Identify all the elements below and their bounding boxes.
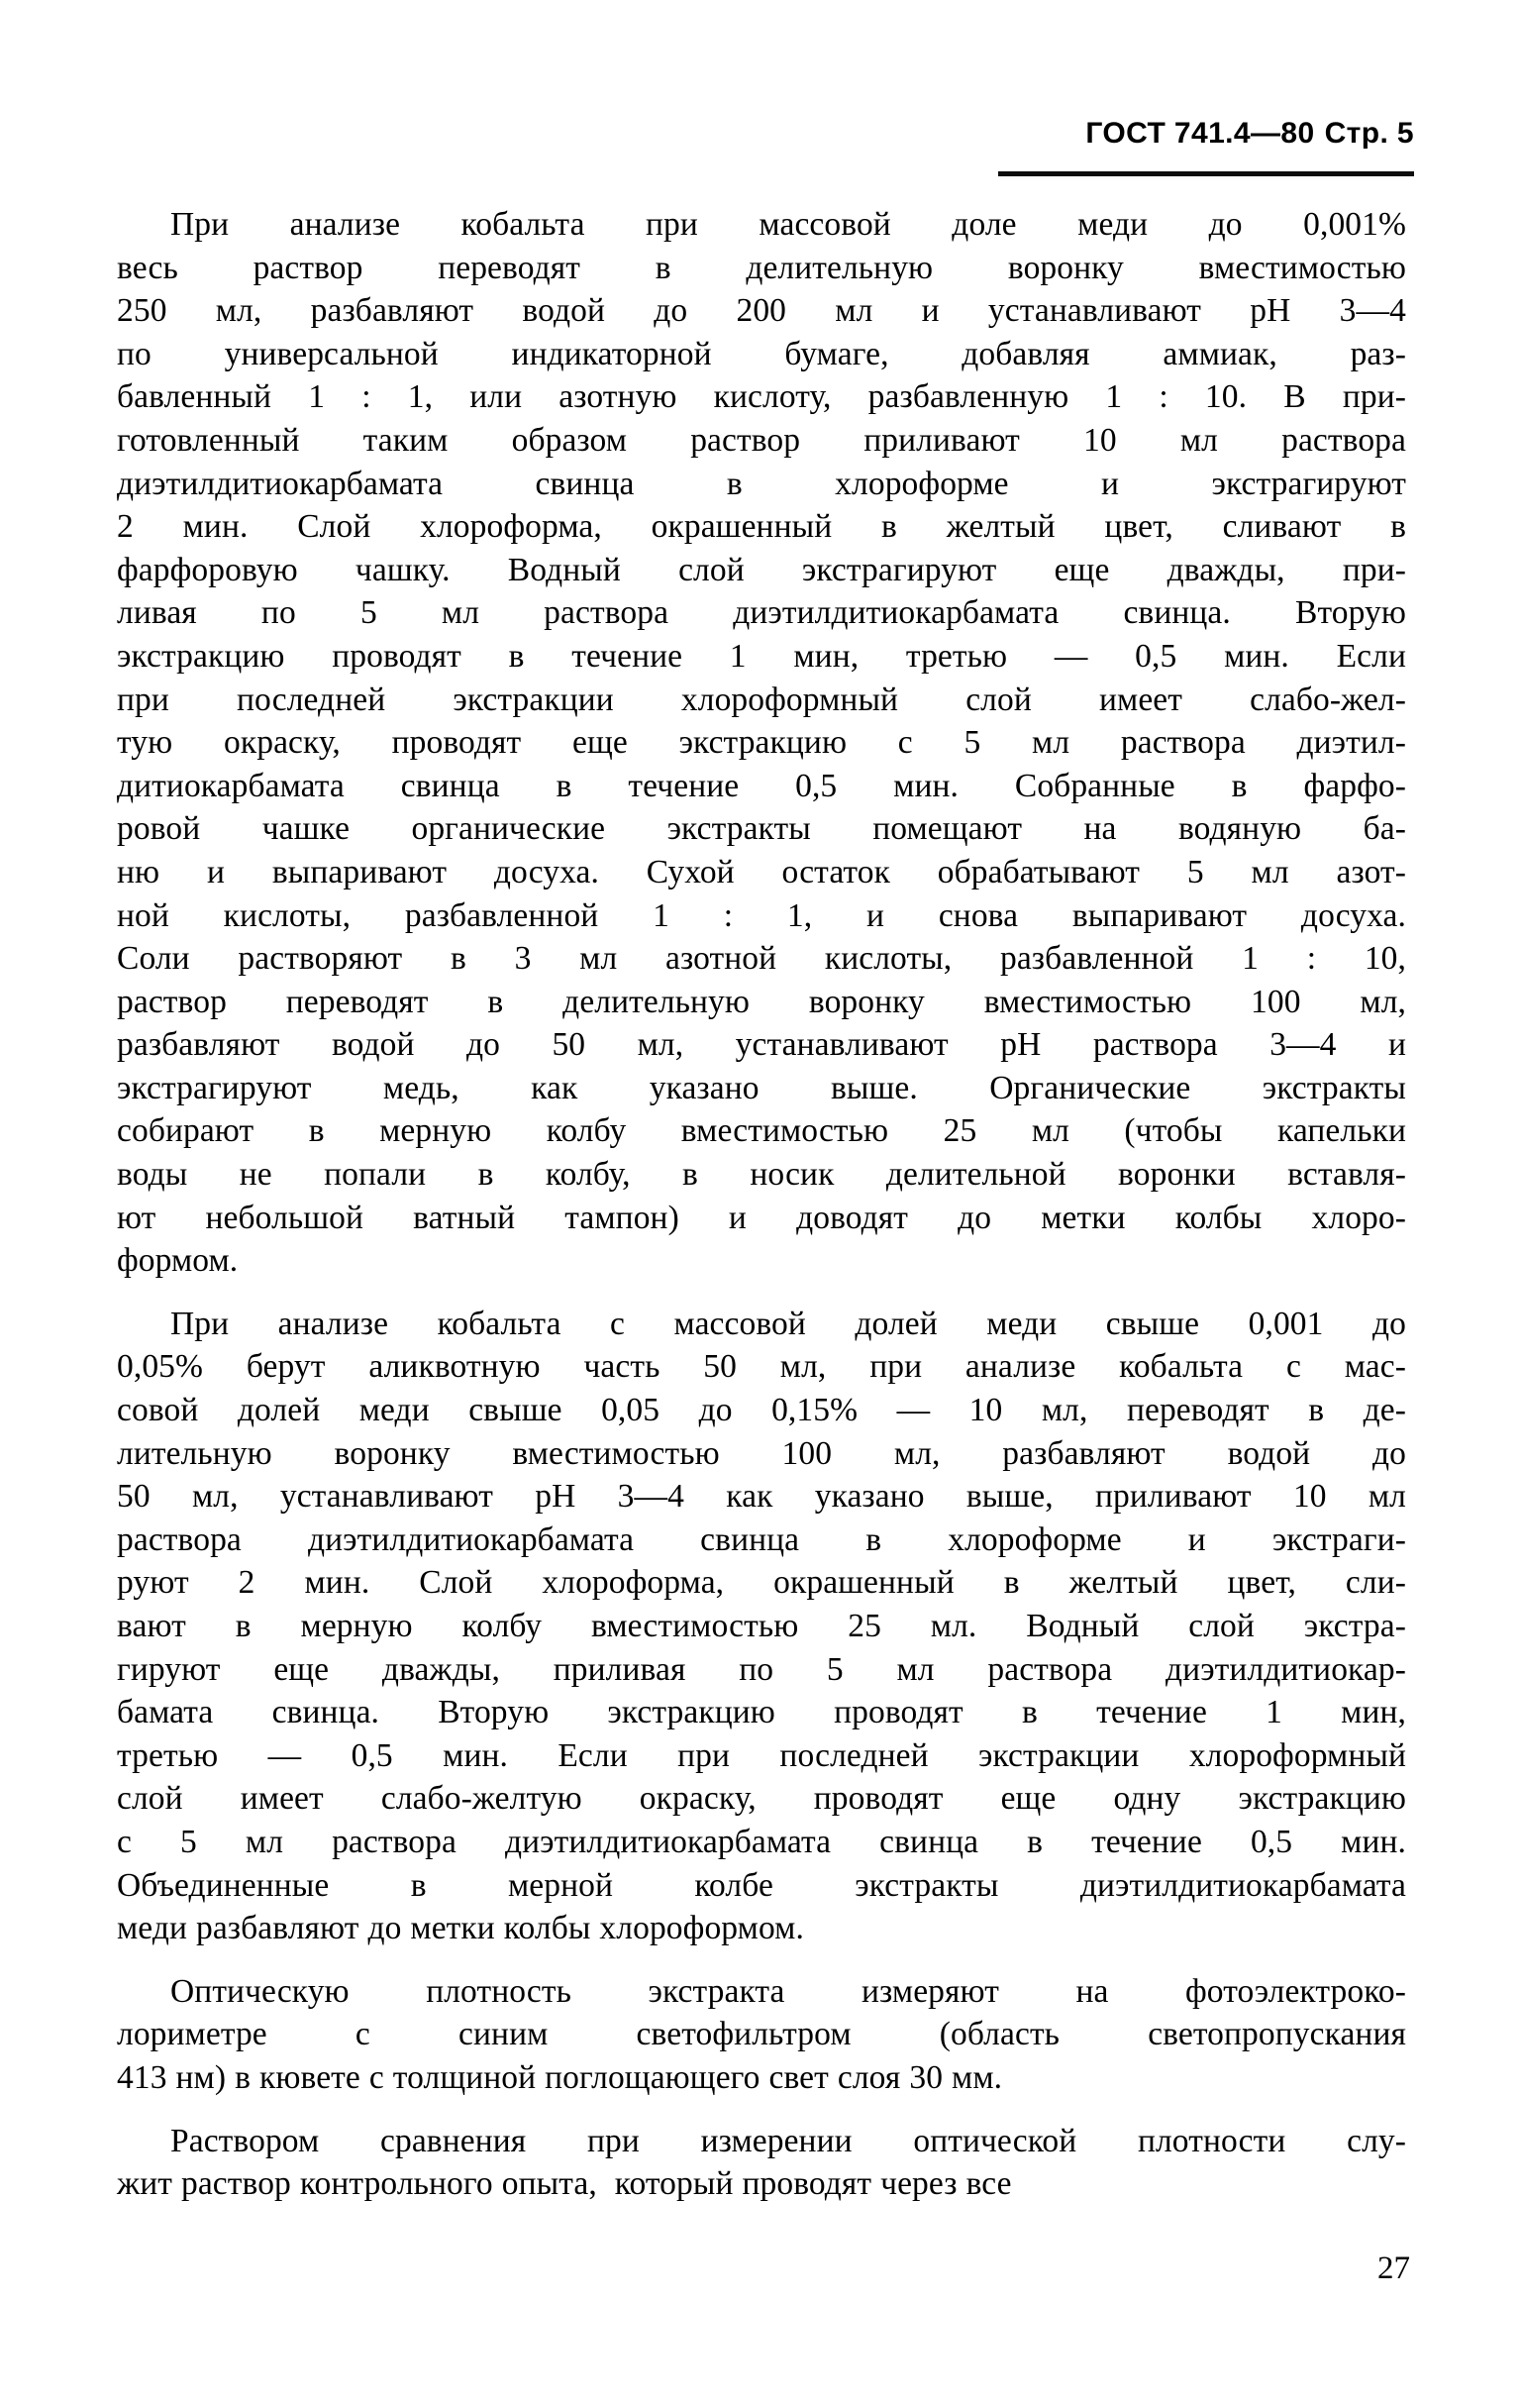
text-line: воды не попали в колбу, в носик делительной воронки вставля- (117, 1156, 1406, 1194)
text-line: Соли растворяют в 3 мл азотной кислоты, разбавленной 1 : 10, (117, 940, 1406, 978)
text-line: Объединенные в мерной колбе экстракты диэтилдитиокарбамата (117, 1866, 1406, 1904)
text-line: руют 2 мин. Слой хлороформа, окрашенный в желтый цвет, сли- (117, 1564, 1406, 1602)
text-line: собирают в мерную колбу вместимостью 25 мл (чтобы капельки (117, 1112, 1406, 1150)
header-divider (119, 171, 1414, 176)
text-line: ной кислоты, разбавленной 1 : 1, и снова выпаривают досуха. (117, 896, 1406, 934)
text-line: совой долей меди свыше 0,05 до 0,15% — 10 мл, переводят в де- (117, 1392, 1406, 1429)
text-line: 50 мл, устанавливают рН 3—4 как указано выше, приливают 10 мл (117, 1478, 1406, 1516)
text-line: диэтилдитиокарбамата свинца в хлороформе и экстрагируют (117, 465, 1406, 502)
standard-number: ГОСТ 741.4—80 (1085, 117, 1315, 150)
text-line: лориметре с синим светофильтром (область светопропускания (117, 2016, 1406, 2053)
document-body (117, 203, 1406, 2206)
text-line: слой имеет слабо-желтую окраску, проводят еще одну экстракцию (117, 1780, 1406, 1818)
text-line: лительную воронку вместимостью 100 мл, разбавляют водой до (117, 1434, 1406, 1472)
text-line: раствора диэтилдитиокарбамата свинца в хлороформе и экстраги- (117, 1520, 1406, 1558)
text-line: раствор переводят в делительную воронку вместимостью 100 мл, (117, 983, 1406, 1020)
text-line: При анализе кобальта при массовой доле меди до 0,001% (170, 206, 1406, 243)
page-header (119, 117, 1414, 178)
text-line: 413 нм) в кювете с толщиной поглощающего свет слоя 30 мм. (117, 2058, 1003, 2096)
text-line: при последней экстракции хлороформный слой имеет слабо-жел- (117, 681, 1406, 718)
header-rule (998, 171, 1414, 176)
text-line: 2 мин. Слой хлороформа, окрашенный в желтый цвет, сливают в (117, 508, 1406, 546)
text-line: 0,05% берут аликвотную часть 50 мл, при анализе кобальта с мас- (117, 1348, 1406, 1386)
text-line: тую окраску, проводят еще экстракцию с 5 мл раствора диэтил- (117, 724, 1406, 762)
text-line: готовленный таким образом раствор приливают 10 мл раствора (117, 421, 1406, 459)
text-line: 250 мл, разбавляют водой до 200 мл и устанавливают рН 3—4 (117, 292, 1406, 330)
page-label: Стр. 5 (1324, 117, 1414, 150)
text-line: разбавляют водой до 50 мл, устанавливают рН раствора 3—4 и (117, 1026, 1406, 1064)
text-line: ровой чашке органические экстракты помещают на водяную ба- (117, 810, 1406, 848)
text-line: по универсальной индикаторной бумаге, добавляя аммиак, раз- (117, 335, 1406, 372)
text-line: дитиокарбамата свинца в течение 0,5 мин. Собранные в фарфо- (117, 767, 1406, 804)
text-line: бамата свинца. Вторую экстракцию проводят в течение 1 мин, (117, 1694, 1406, 1731)
text-line: ню и выпаривают досуха. Сухой остаток обрабатывают 5 мл азот- (117, 853, 1406, 890)
text-line: Раствором сравнения при измерении оптической плотности слу- (170, 2122, 1406, 2159)
text-line: экстрагируют медь, как указано выше. Органические экстракты (117, 1069, 1406, 1106)
text-line: фарфоровую чашку. Водный слой экстрагируют еще дважды, при- (117, 551, 1406, 588)
paragraph-3 (117, 1970, 1406, 2100)
text-line: формом. (117, 1242, 239, 1280)
text-line: Оптическую плотность экстракта измеряют на фотоэлектроко- (170, 1972, 1406, 2010)
text-line: гируют еще дважды, приливая по 5 мл раствора диэтилдитиокар- (117, 1650, 1406, 1688)
text-line: При анализе кобальта с массовой долей меди свыше 0,001 до (170, 1305, 1406, 1342)
text-line: третью — 0,5 мин. Если при последней экстракции хлороформный (117, 1736, 1406, 1774)
text-line: ливая по 5 мл раствора диэтилдитиокарбамата свинца. Вторую (117, 594, 1406, 632)
text-line: вают в мерную колбу вместимостью 25 мл. Водный слой экстра- (117, 1608, 1406, 1644)
text-line: экстракцию проводят в течение 1 мин, третью — 0,5 мин. Если (117, 637, 1406, 675)
text-line: весь раствор переводят в делительную воронку вместимостью (117, 249, 1406, 286)
header-title (1085, 117, 1414, 151)
text-line: с 5 мл раствора диэтилдитиокарбамата свинца в течение 0,5 мин. (117, 1823, 1406, 1860)
paragraph-2 (117, 1303, 1406, 1950)
text-line: меди разбавляют до метки колбы хлороформом. (117, 1910, 804, 1947)
paragraph-1 (117, 203, 1406, 1283)
text-line: ют небольшой ватный тампон) и доводят до метки колбы хлоро- (117, 1199, 1406, 1236)
text-line: жит раствор контрольного опыта, который проводят через все (117, 2165, 1012, 2203)
text-line: бавленный 1 : 1, или азотную кислоту, разбавленную 1 : 10. В при- (117, 378, 1406, 416)
paragraph-4 (117, 2120, 1406, 2206)
page-number: 27 (1377, 2251, 1410, 2286)
